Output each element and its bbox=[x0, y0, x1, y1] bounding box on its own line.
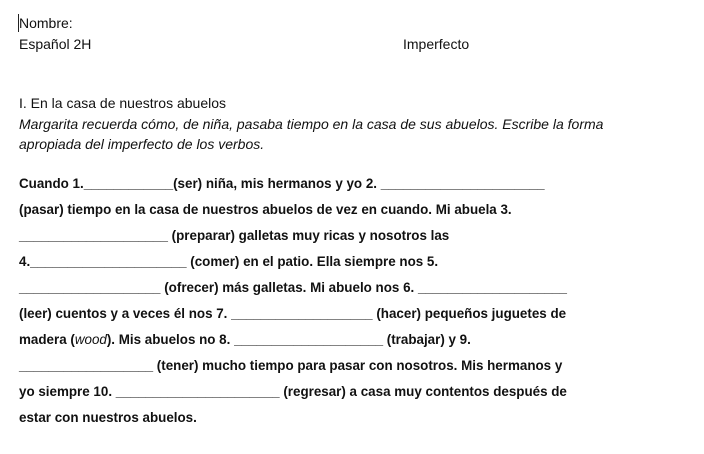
exercise-line-2: (pasar) tiempo en la casa de nuestros abuelos de vez en cuando. Mi abuela 3. bbox=[19, 202, 512, 217]
wood-word: wood bbox=[74, 332, 107, 347]
exercise-line-5: ___________________ (ofrecer) más galletas. Mi abuelo nos 6. ____________________ bbox=[19, 280, 567, 295]
exercise-line-3: ____________________ (preparar) galletas muy ricas y nosotros las bbox=[19, 228, 450, 243]
name-label: Nombre: bbox=[19, 15, 73, 31]
exercise-line-6: (leer) cuentos y a veces él nos 7. ___________________ (hacer) pequeños juguetes de bbox=[19, 306, 567, 321]
line-7-end: ). Mis abuelos no 8. ____________________ (trabajar) y 9. bbox=[106, 332, 471, 347]
instructions-line-2: apropiada del imperfecto de los verbos. bbox=[19, 136, 265, 152]
exercise-line-4: 4._____________________ (comer) en el patio. Ella siempre nos 5. bbox=[19, 254, 439, 269]
exercise-line-9: yo siempre 10. ______________________ (regresar) a casa muy contentos después de bbox=[19, 384, 567, 399]
exercise-line-7 bbox=[19, 332, 471, 347]
instructions-line-1: Margarita recuerda cómo, de niña, pasaba tiempo en la casa de sus abuelos. Escribe la forma bbox=[19, 116, 604, 132]
section-title: I. En la casa de nuestros abuelos bbox=[19, 95, 227, 111]
topic-label: Imperfecto bbox=[403, 36, 470, 52]
exercise-line-1: Cuando 1.____________(ser) niña, mis hermanos y yo 2. ______________________ bbox=[19, 176, 545, 191]
exercise-line-8: __________________ (tener) mucho tiempo para pasar con nosotros. Mis hermanos y bbox=[19, 358, 563, 373]
course-label: Español 2H bbox=[19, 36, 92, 52]
line-7-start: madera ( bbox=[19, 332, 75, 347]
exercise-line-10: estar con nuestros abuelos. bbox=[19, 410, 197, 425]
